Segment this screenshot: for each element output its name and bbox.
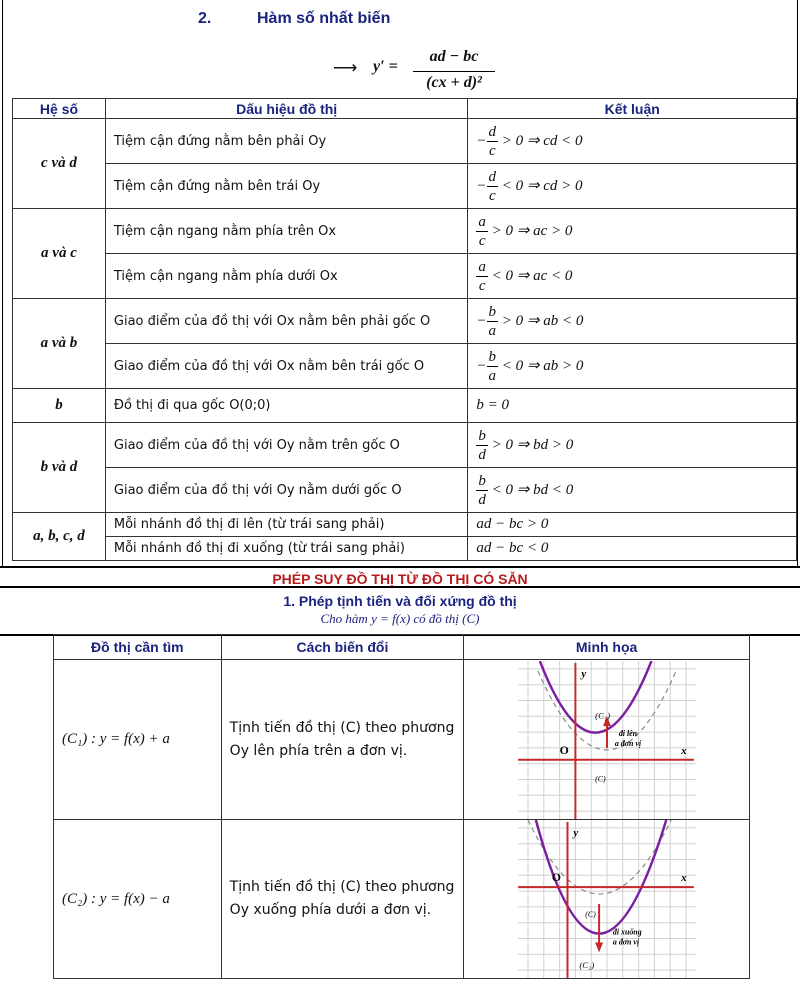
subsection-heading	[0, 590, 800, 636]
conclusion-text: ad − bc > 0	[476, 516, 549, 532]
conclusion-cell	[468, 254, 797, 299]
conclusion-cell	[468, 537, 797, 561]
shift-arrow-head	[595, 942, 603, 952]
coefficient-table	[12, 98, 797, 561]
col-header-coef: Hệ số	[13, 99, 106, 119]
parabola-illustration	[517, 820, 697, 978]
conclusion-cell	[468, 299, 797, 344]
section-heading	[0, 10, 800, 34]
sign-cell: Mỗi nhánh đồ thị đi lên (từ trái sang phải)	[105, 513, 468, 537]
sign-cell: Giao điểm của đồ thị với Oy nằm trên gốc O	[105, 423, 468, 468]
subsection-desc: Cho hàm y = f(x) có đồ thị (C)	[320, 611, 480, 626]
formula-lhs: y′ =	[373, 58, 398, 75]
coef-cell: a và c	[13, 209, 106, 299]
fraction	[476, 258, 488, 295]
table-row	[13, 513, 797, 537]
curve-shifted-label: (C₁)	[594, 709, 610, 720]
fraction-numerator: a	[478, 258, 486, 275]
graph-name-cell	[54, 660, 222, 820]
graph-name-cell	[54, 820, 222, 979]
conclusion-text: ad − bc < 0	[476, 540, 549, 556]
illustration-cell	[464, 660, 750, 820]
fraction-numerator: b	[488, 303, 497, 320]
conclusion-text: > 0 ⇒ ac > 0	[491, 222, 573, 239]
table-row	[54, 660, 750, 820]
fraction-denominator: c	[478, 277, 486, 294]
conclusion-cell	[468, 389, 797, 423]
section-title: Hàm số nhất biến	[257, 10, 391, 27]
shift-note-line1: đi lên	[618, 728, 637, 738]
graph-equation: (C₂) : y = f(x) − a	[62, 890, 170, 907]
conclusion-text: < 0 ⇒ bd < 0	[491, 481, 574, 498]
illustration-cell	[464, 820, 750, 979]
fraction-denominator: c	[488, 187, 496, 204]
col-header-conclusion: Kết luận	[468, 99, 797, 119]
x-label: x	[680, 744, 687, 757]
conclusion-cell	[468, 423, 797, 468]
col-header-illustration: Minh họa	[464, 635, 750, 660]
table-row	[13, 344, 797, 389]
formula-numerator: ad − bc	[429, 48, 479, 65]
y-label: y	[580, 667, 586, 680]
conclusion-text: > 0 ⇒ cd < 0	[501, 132, 583, 149]
minus-sign: −	[476, 132, 487, 149]
curve-c-label: (C)	[584, 909, 596, 919]
curve-c	[528, 820, 671, 894]
method-cell	[221, 820, 464, 979]
curve-shifted-label: (C₂)	[578, 960, 594, 971]
conclusion-text: > 0 ⇒ bd > 0	[491, 436, 574, 453]
fraction	[476, 213, 488, 250]
shift-note-line2: a đơn vị	[612, 937, 639, 947]
conclusion-cell	[468, 209, 797, 254]
section-number: 2.	[198, 10, 212, 27]
origin-label: O	[559, 742, 569, 757]
fraction	[487, 123, 499, 160]
conclusion-text: b = 0	[476, 397, 510, 413]
col-header-graph: Đồ thị cần tìm	[54, 635, 222, 660]
method-text: Tịnh tiến đồ thị (C) theo phương Oy xuống phía dưới a đơn vị.	[229, 879, 455, 918]
fraction-denominator: c	[488, 142, 496, 159]
fraction	[487, 168, 499, 205]
grid-lines	[518, 820, 696, 978]
table-row	[13, 119, 797, 164]
conclusion-cell	[468, 344, 797, 389]
table-row	[13, 468, 797, 513]
table-row	[13, 254, 797, 299]
table-row	[13, 299, 797, 344]
col-header-sign: Dấu hiệu đồ thị	[105, 99, 468, 119]
conclusion-cell	[468, 119, 797, 164]
fraction-numerator: b	[478, 427, 486, 444]
sign-cell: Giao điểm của đồ thị với Ox nằm bên phải gốc O	[105, 299, 468, 344]
col-header-method: Cách biến đổi	[221, 635, 464, 660]
derivative-formula	[333, 48, 503, 98]
fraction-numerator: d	[488, 168, 497, 185]
conclusion-text: < 0 ⇒ cd > 0	[501, 177, 583, 194]
fraction	[476, 472, 488, 509]
fraction	[487, 348, 499, 385]
curve-c-label: (C)	[594, 773, 606, 783]
curve-shifted	[539, 661, 651, 733]
fraction-denominator: d	[478, 446, 486, 463]
page-frame-left	[2, 0, 3, 568]
minus-sign: −	[476, 312, 487, 329]
sign-cell: Tiệm cận đứng nằm bên phải Oy	[105, 119, 468, 164]
subsection-title: 1. Phép tịnh tiến và đối xứng đồ thị	[283, 593, 517, 609]
fraction-denominator: d	[478, 491, 486, 508]
table-row	[13, 537, 797, 561]
coef-cell: b và d	[13, 423, 106, 513]
table-row	[13, 423, 797, 468]
page-frame-right	[797, 0, 798, 568]
graph-equation: (C₁) : y = f(x) + a	[62, 731, 170, 747]
fraction-numerator: d	[488, 123, 497, 140]
fraction-numerator: b	[478, 472, 486, 489]
origin-label: O	[551, 870, 561, 885]
fraction	[476, 427, 488, 464]
table-row	[13, 209, 797, 254]
fraction-numerator: b	[488, 348, 497, 365]
conclusion-cell	[468, 513, 797, 537]
shift-note-line2: a đơn vị	[614, 738, 641, 748]
method-text: Tịnh tiến đồ thị (C) theo phương Oy lên phía trên a đơn vị.	[229, 719, 455, 759]
conclusion-text: < 0 ⇒ ac < 0	[491, 267, 573, 284]
transform-table	[53, 634, 750, 979]
method-cell	[221, 660, 464, 820]
coef-cell: a và b	[13, 299, 106, 389]
parabola-illustration	[517, 661, 697, 819]
minus-sign: −	[476, 357, 487, 374]
sign-cell: Mỗi nhánh đồ thị đi xuống (từ trái sang phải)	[105, 537, 468, 561]
fraction-bar	[413, 71, 495, 72]
coef-cell: b	[13, 389, 106, 423]
conclusion-cell	[468, 164, 797, 209]
sign-cell: Đồ thị đi qua gốc O(0;0)	[105, 389, 468, 423]
sign-cell: Giao điểm của đồ thị với Oy nằm dưới gốc O	[105, 468, 468, 513]
fraction-denominator: a	[488, 322, 497, 339]
sign-cell: Tiệm cận đứng nằm bên trái Oy	[105, 164, 468, 209]
table-row	[54, 820, 750, 979]
conclusion-text: > 0 ⇒ ab < 0	[501, 312, 584, 329]
table-row	[13, 389, 797, 423]
table-row	[13, 164, 797, 209]
fraction-numerator: a	[478, 213, 486, 230]
conclusion-cell	[468, 468, 797, 513]
sign-cell: Tiệm cận ngang nằm phía trên Ox	[105, 209, 468, 254]
formula-denominator: (cx + d)²	[426, 74, 482, 91]
y-label: y	[573, 826, 578, 839]
arrow-icon: ⟶	[333, 58, 358, 77]
sign-cell: Tiệm cận ngang nằm phía dưới Ox	[105, 254, 468, 299]
coef-cell: a, b, c, d	[13, 513, 106, 561]
minus-sign: −	[476, 177, 487, 194]
coef-cell: c và d	[13, 119, 106, 209]
x-label: x	[680, 872, 687, 885]
shift-note-line1: đi xuống	[612, 927, 642, 937]
fraction-denominator: c	[478, 232, 486, 249]
sign-cell: Giao điểm của đồ thị với Ox nằm bên trái gốc O	[105, 344, 468, 389]
conclusion-text: < 0 ⇒ ab > 0	[501, 357, 584, 374]
transform-banner: PHÉP SUY ĐỒ THỊ TỪ ĐỒ THỊ CÓ SẴN	[0, 566, 800, 588]
fraction	[487, 303, 499, 340]
fraction-denominator: a	[488, 367, 497, 384]
